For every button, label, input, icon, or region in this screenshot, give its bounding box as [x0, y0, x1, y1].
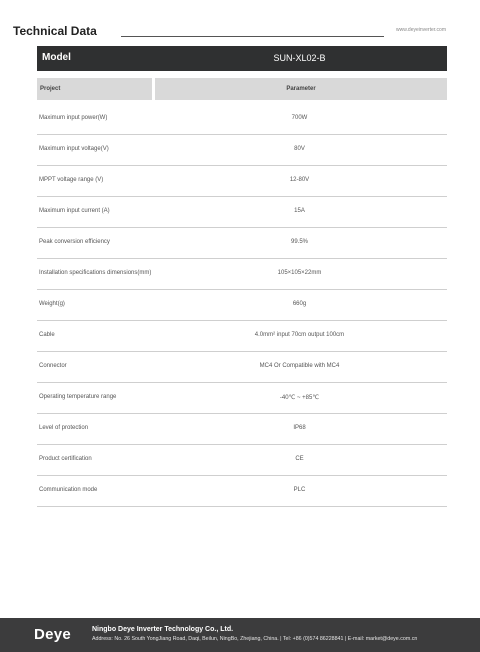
- row-value: PLC: [293, 487, 306, 493]
- row-param: Maximum input current (A): [39, 208, 110, 214]
- website-link[interactable]: www.deyeinverter.com: [395, 27, 446, 33]
- column-header-parameter: [155, 78, 447, 100]
- table-row: [37, 135, 447, 166]
- page-header: [13, 24, 446, 40]
- spec-table: [37, 104, 447, 507]
- table-row: [37, 383, 447, 414]
- row-param: Peak conversion efficiency: [39, 239, 110, 245]
- row-param: Communication mode: [39, 487, 98, 493]
- model-bar: [37, 46, 447, 71]
- row-value: 700W: [291, 115, 308, 121]
- header-rule: [121, 36, 384, 37]
- table-row: [37, 197, 447, 228]
- row-param: Connector: [39, 363, 67, 369]
- row-value: 99.5%: [290, 239, 308, 245]
- row-value: 12-80V: [289, 177, 310, 183]
- table-row: [37, 259, 447, 290]
- model-label: Model: [42, 52, 71, 63]
- row-value: CE: [295, 456, 304, 462]
- company-name: Ningbo Deye Inverter Technology Co., Ltd.: [92, 626, 234, 633]
- table-row: [37, 228, 447, 259]
- row-param: Operating temperature range: [39, 394, 117, 400]
- row-param: Cable: [39, 332, 55, 338]
- row-param: MPPT voltage range (V): [39, 177, 104, 183]
- row-value: 4.0mm² input 70cm output 100cm: [254, 332, 345, 338]
- table-row: [37, 476, 447, 507]
- table-row: [37, 166, 447, 197]
- table-row: [37, 104, 447, 135]
- row-param: Maximum input voltage(V): [39, 146, 109, 152]
- column-header-parameter-label: Parameter: [286, 86, 316, 92]
- row-value: IP68: [293, 425, 306, 431]
- column-header-project-label: Project: [40, 86, 61, 92]
- deye-logo: Deye: [34, 626, 72, 643]
- table-row: [37, 290, 447, 321]
- row-value: -40℃ ~ +85℃: [279, 395, 320, 401]
- page-title: Technical Data: [13, 24, 97, 38]
- row-value: 15A: [294, 208, 305, 214]
- table-row: [37, 445, 447, 476]
- row-value: MC4 Or Compatible with MC4: [259, 363, 340, 369]
- row-param: Weight(g): [39, 301, 65, 307]
- row-value: 660g: [292, 301, 307, 307]
- row-value: 80V: [294, 146, 305, 152]
- row-param: Level of protection: [39, 425, 89, 431]
- row-value: 105×105×22mm: [277, 270, 322, 276]
- table-row: [37, 321, 447, 352]
- page-footer: [0, 618, 480, 652]
- row-param: Maximum input power(W): [39, 115, 108, 121]
- model-value: SUN-XL02-B: [273, 53, 326, 63]
- table-row: [37, 414, 447, 445]
- row-param: Installation specifications dimensions(mm): [39, 270, 152, 276]
- row-param: Product certification: [39, 456, 92, 462]
- company-address: Address: No. 26 South YongJiang Road, Daqi, Beilun, NingBo, Zhejiang, China. | Tel: +86 (0)574 86228841 | E-mail: market@deye.com.cn: [92, 636, 418, 642]
- table-row: [37, 352, 447, 383]
- column-header-project: [37, 78, 152, 100]
